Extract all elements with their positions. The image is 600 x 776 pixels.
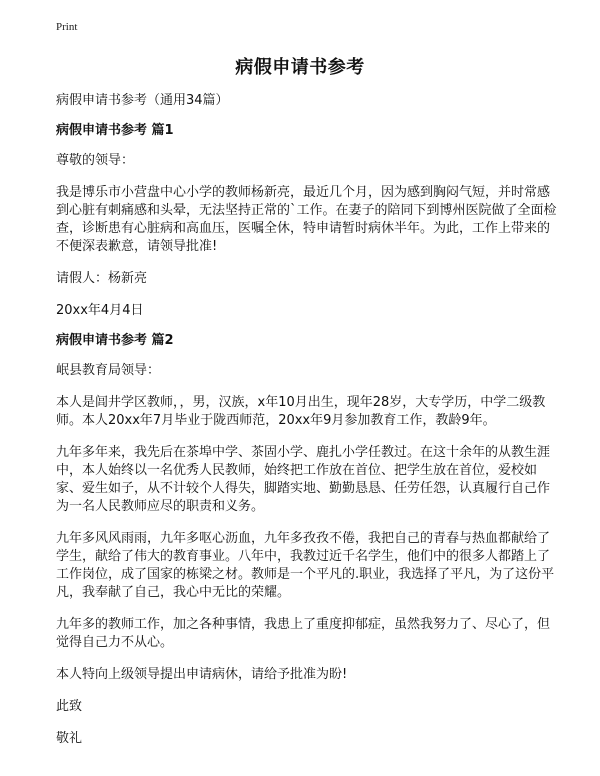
closing-line: 此致 — [56, 699, 83, 714]
date: 20xx年4月4日 — [56, 303, 144, 318]
body-paragraph: 本人特向上级领导提出申请病休，请给予批准为盼! — [56, 667, 348, 682]
signature: 请假人：杨新亮 — [56, 271, 148, 286]
section-heading-1: 病假申请书参考 篇1 — [56, 123, 174, 138]
body-paragraph: 九年多年来，我先后在茶埠中学、茶固小学、鹿扎小学任教过。在这十余年的从教生涯中，本人始终以一名优秀人民教师，始终把工作放在首位、把学生放在首位，爱校如家、爱生如子，从不计较个人得失，脚踏实地、勤勤恳恳、任劳任怨，认真履行自己作为一名人民教师应尽的职责和义务。 — [56, 445, 551, 514]
salutation-2: 岷县教育局领导： — [56, 363, 161, 378]
document-subtitle: 病假申请书参考（通用34篇） — [56, 93, 229, 108]
body-paragraph: 我是博乐市小营盘中心小学的教师杨新亮，最近几个月，因为感到胸闷气短，并时常感到心脏有刺痛感和头晕，无法坚持正常的`工作。在妻子的陪同下到博州医院做了全面检查，诊断患有心脏病和高血压，医嘱全休，特申请暂时病休半年。为此，工作上带来的不便深表歉意，请领导批准! — [56, 185, 557, 254]
section-heading-2: 病假申请书参考 篇2 — [56, 333, 174, 348]
page-title: 病假申请书参考 — [235, 57, 365, 78]
body-paragraph: 九年多的教师工作，加之各种事情，我患上了重度抑郁症，虽然我努力了、尽心了，但觉得自己力不从心。 — [56, 617, 551, 650]
body-paragraph: 本人是闾井学区教师，，男，汉族，x年10月出生，现年28岁，大专学历，中学二级教师。本人20xx年7月毕业于陇西师范，20xx年9月参加教育工作，教龄9年。 — [56, 395, 546, 428]
closing-line: 敬礼 — [56, 731, 83, 746]
print-link[interactable]: Print — [56, 21, 78, 33]
body-paragraph: 九年多风风雨雨，九年多呕心沥血，九年多孜孜不倦，我把自己的青春与热血都献给了学生，献给了伟大的教育事业。八年中，我教过近千名学生，他们中的很多人都踏上了工作岗位，成了国家的栋梁之材。教师是一个平凡的.职业，我选择了平凡，为了这份平凡，我奉献了自己，我心中无比的荣耀。 — [56, 531, 555, 600]
document-body — [56, 92, 558, 762]
salutation-1: 尊敬的领导： — [56, 153, 135, 168]
